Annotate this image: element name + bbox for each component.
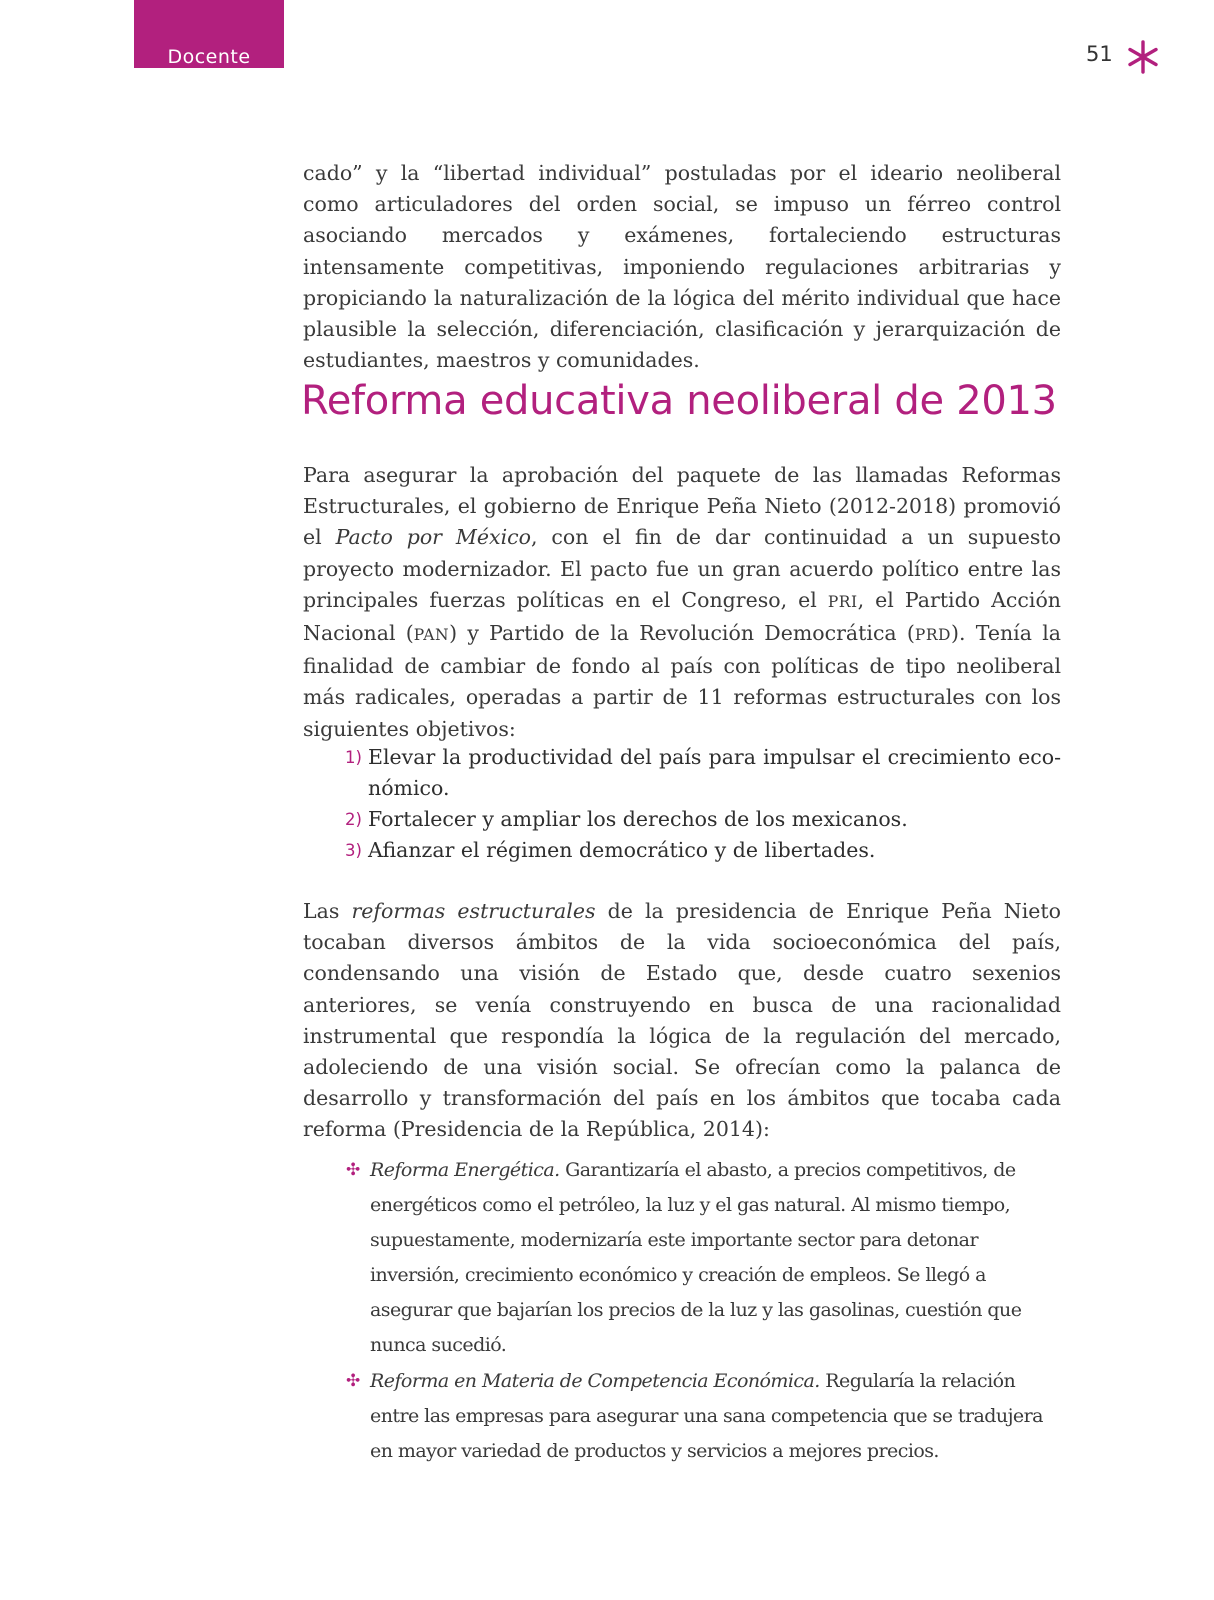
list-item <box>345 742 1061 804</box>
text-run: ). Tenía la finalidad de cambiar de fondo al país con políticas de tipo neoliberal más radicales, operadas a partir de 11 reformas estructurales con los siguientes objetivos: <box>303 621 1061 741</box>
text-run: , el Partido Acción Nacional ( <box>303 587 1061 646</box>
list-number: 2) <box>345 810 362 829</box>
bullet-icon: ✣ <box>346 1370 360 1391</box>
reforms-list <box>345 1153 1063 1469</box>
text-run: Para asegurar la aprobación del paquete de las llamadas Reformas Estructurales, el gobierno de Enrique Peña Nieto (2012-2018) promovió el <box>303 463 1061 550</box>
text-run: ) y Partido de la Revolución Democrática ( <box>449 621 915 646</box>
italic-reformas: reformas estructurales <box>351 899 596 923</box>
paragraph-2 <box>303 460 1061 745</box>
reform-title: Reforma en Materia de Competencia Económica. <box>370 1369 820 1392</box>
section-tab-label: Docente <box>167 46 251 68</box>
text-run: , con el fin de dar continuidad a un supuesto proyecto modernizador. El pacto fue un gran acuerdo político entre las principales fuerzas políticas en el Congreso, el <box>303 525 1061 612</box>
list-item <box>345 1364 1063 1469</box>
list-number: 1) <box>345 748 362 767</box>
text-run: Las <box>303 899 352 923</box>
list-text: Elevar la productividad del país para impulsar el crecimiento económico. <box>368 745 1061 800</box>
acronym-pri: PRI <box>827 592 858 611</box>
reform-text: Regularía la relación entre las empresas para asegurar una sana competencia que se tradujera en mayor variedad de productos y servicios a mejores precios. <box>370 1369 1043 1462</box>
list-number: 3) <box>345 841 362 860</box>
list-item <box>345 804 1061 835</box>
reform-title: Reforma Energética. <box>370 1159 560 1181</box>
section-tab <box>134 0 284 68</box>
section-title: Reforma educativa neoliberal de 2013 <box>301 378 1057 424</box>
list-text: Fortalecer y ampliar los derechos de los mexicanos. <box>368 807 908 831</box>
acronym-prd: PRD <box>914 626 951 645</box>
reform-text: Garantizaría el abasto, a precios competitivos, de energéticos como el petróleo, la luz y el gas natural. Al mismo tiempo, supuestamente, modernizaría este importante sector para detonar inversión, crecimiento económico y creación de empleos. Se llegó a asegurar que bajarían los precios de la luz y las gasolinas, cuestión que nunca sucedió. <box>370 1159 1022 1357</box>
objectives-list <box>345 742 1061 866</box>
page-number: 51 <box>1086 42 1113 66</box>
italic-pacto: Pacto por México <box>335 525 531 550</box>
paragraph-1: cado” y la “libertad individual” postuladas por el ideario neoliberal como articuladores del orden social, se impuso un férreo control asociando mercados y exámenes, fortaleciendo estructuras intensamente competitivas, imponiendo regulaciones arbitrarias y propiciando la naturalización de la lógica del mérito individual que hace plausible la selección, diferenciación, clasificación y jerarquización de estudiantes, maestros y comunidades. <box>303 161 1061 373</box>
list-item <box>345 835 1061 866</box>
asterisk-icon <box>1126 40 1160 74</box>
list-item <box>345 1153 1063 1364</box>
bullet-icon: ✣ <box>346 1160 360 1180</box>
acronym-pan: PAN <box>413 626 450 645</box>
paragraph-3 <box>303 896 1061 1146</box>
text-run: de la presidencia de Enrique Peña Nieto tocaban diversos ámbitos de la vida socioeconómica del país, condensando una visión de Estado que, desde cuatro sexenios anteriores, se venía construyendo en busca de una racionalidad instrumental que respondía la lógica de la regulación del mercado, adoleciendo de una visión social. Se ofrecían como la palanca de desarrollo y transformación del país en los ámbitos que tocaba cada reforma (Presidencia de la República, 2014): <box>303 899 1061 1142</box>
list-text: Afianzar el régimen democrático y de libertades. <box>368 838 876 862</box>
